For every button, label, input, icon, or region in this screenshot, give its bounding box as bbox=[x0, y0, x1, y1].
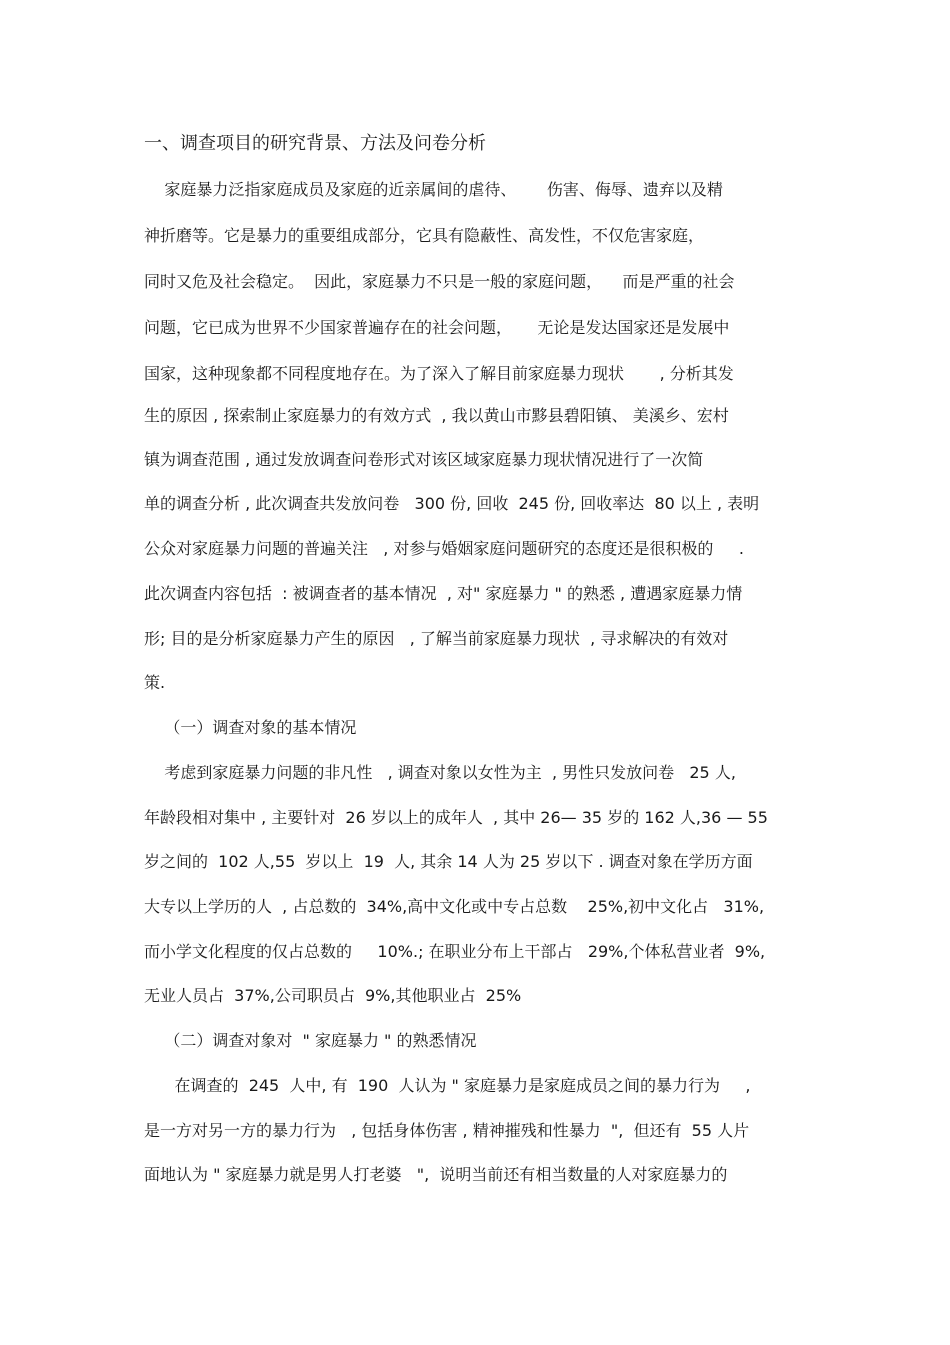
section-title-basic-info: （一）调查对象的基本情况 bbox=[144, 718, 357, 737]
intro-line: 镇为调查范围 , 通过发放调查问卷形式对该区域家庭暴力现状情况进行了一次简 bbox=[144, 450, 704, 469]
section1-line: 年龄段相对集中 , 主要针对 26 岁以上的成年人 , 其中 26— 35 岁的 162 人,36 — 55 bbox=[144, 808, 768, 827]
intro-line: 问题，它已成为世界不少国家普遍存在的社会问题， 无论是发达国家还是发展中 bbox=[144, 318, 730, 337]
section2-line: 面地认为 " 家庭暴力就是男人打老婆 ", 说明当前还有相当数量的人对家庭暴力的 bbox=[144, 1165, 728, 1184]
intro-line: 单的调查分析 , 此次调查共发放问卷 300 份, 回收 245 份, 回收率达 80 以上 , 表明 bbox=[144, 494, 760, 513]
intro-line: 家庭暴力泛指家庭成员及家庭的近亲属间的虐待、 伤害、侮辱、遗弃以及精 bbox=[144, 180, 723, 199]
section1-line: 而小学文化程度的仅占总数的 10%.; 在职业分布上干部占 29%,个体私营业者 9%, bbox=[144, 942, 766, 961]
section1-line: 考虑到家庭暴力问题的非凡性 , 调查对象以女性为主 , 男性只发放问卷 25 人, bbox=[144, 763, 736, 782]
section1-line: 岁之间的 102 人,55 岁以上 19 人, 其余 14 人为 25 岁以下 . 调查对象在学历方面 bbox=[144, 852, 753, 871]
section1-line: 无业人员占 37%,公司职员占 9%,其他职业占 25% bbox=[144, 986, 522, 1005]
intro-line: 国家，这种现象都不同程度地存在。为了深入了解目前家庭暴力现状 , 分析其发 bbox=[144, 364, 734, 383]
intro-line: 生的原因 , 探索制止家庭暴力的有效方式 , 我以黄山市黟县碧阳镇、 美溪乡、宏村 bbox=[144, 406, 729, 425]
section1-line: 大专以上学历的人 , 占总数的 34%,高中文化或中专占总数 25%,初中文化占 31%, bbox=[144, 897, 765, 916]
intro-line: 策. bbox=[144, 673, 166, 692]
section-title-familiarity: （二）调查对象对 " 家庭暴力 " 的熟悉情况 bbox=[144, 1031, 477, 1050]
intro-line: 神折磨等。它是暴力的重要组成部分，它具有隐蔽性、高发性，不仅危害家庭， bbox=[144, 226, 705, 245]
intro-line: 公众对家庭暴力问题的普遍关注 , 对参与婚姻家庭问题研究的态度还是很积极的 . bbox=[144, 539, 744, 558]
intro-line: 此次调查内容包括 : 被调查者的基本情况 , 对" 家庭暴力 " 的熟悉 , 遭遇家庭暴力情 bbox=[144, 584, 743, 603]
section2-line: 是一方对另一方的暴力行为 , 包括身体伤害 , 精神摧残和性暴力 ", 但还有 55 人片 bbox=[144, 1121, 750, 1140]
intro-line: 同时又危及社会稳定。 因此，家庭暴力不只是一般的家庭问题， 而是严重的社会 bbox=[144, 272, 735, 291]
intro-line: 形; 目的是分析家庭暴力产生的原因 , 了解当前家庭暴力现状 , 寻求解决的有效对 bbox=[144, 629, 729, 648]
section2-line: 在调查的 245 人中, 有 190 人认为 " 家庭暴力是家庭成员之间的暴力行为 , bbox=[144, 1076, 751, 1095]
document-heading: 一、调查项目的研究背景、方法及问卷分析 bbox=[144, 133, 486, 154]
